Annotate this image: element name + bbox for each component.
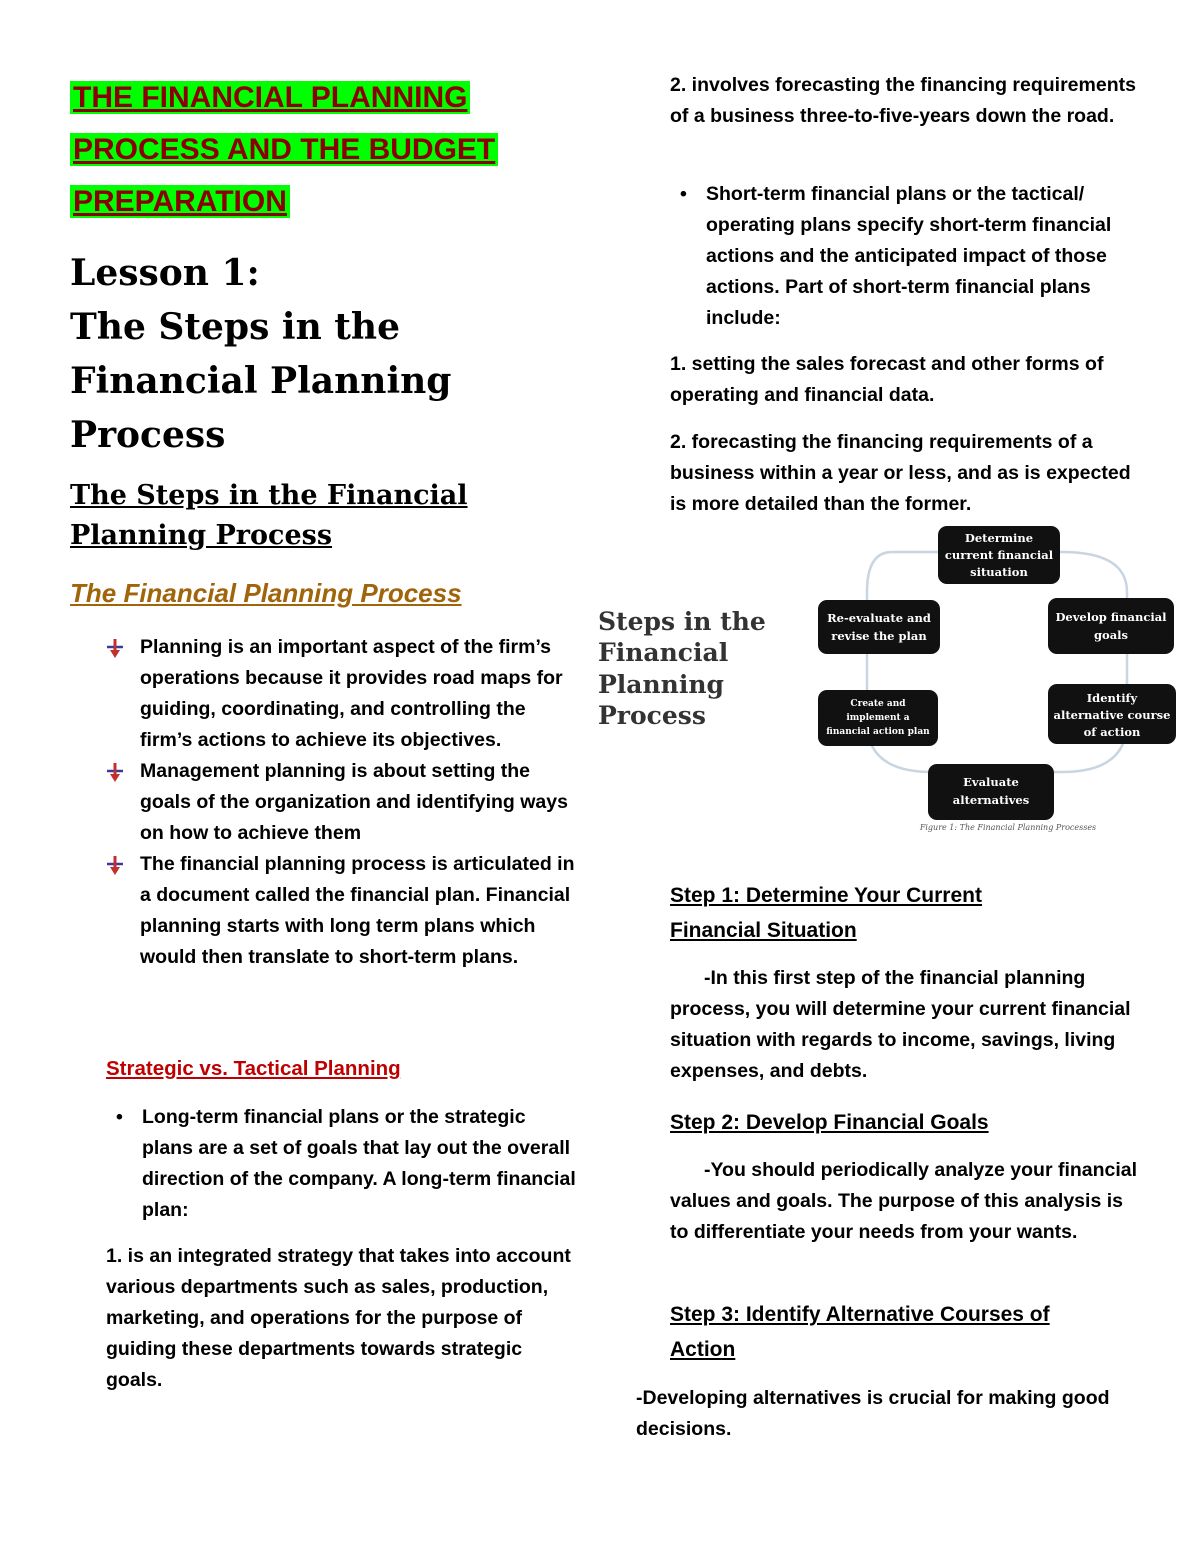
short-term-bullet [670,179,1140,334]
node-text: Re-evaluate and [827,611,931,625]
diagram-caption: Figure 1: The Financial Planning Processes [919,823,1097,832]
bullet-dot: • [680,183,687,205]
node-text: current financial [944,548,1054,562]
step-3-heading-line-1: Step 3: Identify Alternative Courses of [670,1303,1050,1326]
bullet-item [102,849,577,973]
node-text: of action [1083,725,1141,739]
step-1-heading-line-1: Step 1: Determine Your Current [670,884,982,907]
long-term-item-2: 2. involves forecasting the financing requirements of a business three-to-five-years down the road. [670,74,1136,127]
node-develop-goals [1048,598,1174,654]
step-1-text: -In this first step of the financial planning process, you will determine your current financial situation with regards to income, savings, living expenses, and debts. [670,967,1131,1082]
bullet-item [102,632,577,756]
process-heading: The Financial Planning Process [70,578,462,608]
long-term-item-1: 1. is an integrated strategy that takes into account various departments such as sales, production, marketing, and operations for the purpose of guiding these departments towards strategic goals. [106,1245,571,1391]
step-1-heading-line-2: Financial Situation [670,919,857,942]
strategic-heading: Strategic vs. Tactical Planning [106,1057,401,1080]
node-text: Evaluate [963,775,1019,789]
short-term-item-1: 1. setting the sales forecast and other forms of operating and financial data. [670,353,1104,406]
diagram-title-line-1: Steps in the [598,607,766,636]
bullet-item [102,756,577,849]
node-text: situation [970,565,1028,579]
down-arrow-bullet-icon [104,638,126,660]
node-evaluate-alternatives [928,764,1054,820]
lesson-line-2: The Steps in the [70,306,400,348]
diagram-title-line-4: Process [598,701,706,730]
bullet-list [102,632,577,973]
short-term-item-2: 2. forecasting the financing requirements of a business within a year or less, and as is expected is more detailed than the former. [670,431,1131,515]
lesson-line-3: Financial Planning [70,360,452,402]
bullet-text: Management planning is about setting the goals of the organization and identifying ways on how to achieve them [140,760,568,844]
node-text: implement a [846,713,910,723]
diagram-title-line-3: Planning [598,670,725,699]
node-text: financial action plan [826,727,930,737]
step-3-heading-line-2: Action [670,1338,736,1361]
node-text: revise the plan [831,629,927,643]
node-text: Create and [850,699,906,709]
node-text: alternatives [952,793,1030,807]
step-2-heading: Step 2: Develop Financial Goals [670,1111,989,1134]
step-1-heading [670,878,1140,948]
short-term-item [670,179,1140,334]
node-reevaluate-plan [818,600,940,654]
node-text: goals [1093,628,1129,642]
bullet-dot: • [116,1106,123,1128]
bullet-text: Planning is an important aspect of the firm’s operations because it provides road maps for guiding, coordinating, and controlling the firm’s actions to achieve its objectives. [140,636,563,751]
long-term-item [106,1102,576,1226]
node-text: Determine [964,531,1034,545]
step-3-heading [670,1297,1140,1367]
title-line-1: THE FINANCIAL PLANNING [70,81,470,114]
long-term-bullet [106,1102,576,1226]
node-text: alternative course [1053,708,1171,722]
step-3-text: -Developing alternatives is crucial for making good decisions. [636,1387,1110,1440]
lesson-line-1: Lesson 1: [70,252,260,294]
document-title [70,72,540,228]
lesson-line-4: Process [70,414,226,456]
steps-heading-line-1: The Steps in the Financial [70,480,468,511]
node-text: Develop financial [1055,610,1167,624]
step-2-text: -You should periodically analyze your financial values and goals. The purpose of this analysis is to differentiate your needs from your wants. [670,1159,1138,1243]
short-term-text: Short-term financial plans or the tactical/ operating plans specify short-term financial actions and the anticipated impact of those actions. Part of short-term financial plans include: [706,183,1112,329]
down-arrow-bullet-icon [104,762,126,784]
diagram-title-line-2: Financial [598,638,729,667]
long-term-text: Long-term financial plans or the strategic plans are a set of goals that lay out the overall direction of the company. A long-term financial plan: [142,1106,576,1221]
down-arrow-bullet-icon [104,855,126,877]
steps-heading-line-2: Planning Process [70,520,333,551]
node-text: Identify [1086,691,1138,705]
title-line-3: PREPARATION [70,185,290,218]
steps-heading [70,476,550,556]
title-line-2: PROCESS AND THE BUDGET [70,133,498,166]
process-diagram [592,522,1192,842]
bullet-text: The financial planning process is articulated in a document called the financial plan. Financial planning starts with long term plans which would then translate to short-term plans. [140,853,575,968]
lesson-heading [70,246,550,462]
